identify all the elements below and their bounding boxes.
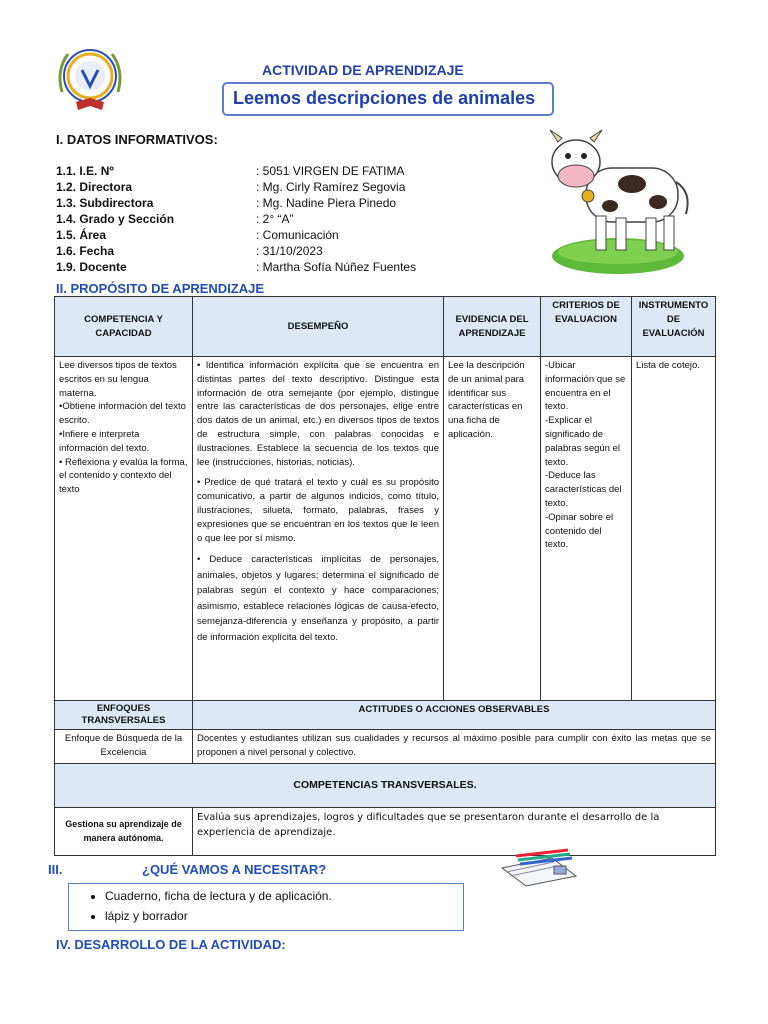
table-header-row (55, 297, 716, 357)
datos-list (56, 164, 476, 276)
datos-label: 1.5. Área (56, 228, 107, 242)
col-enfoques-header: ENFOQUES TRANSVERSALES (55, 701, 193, 730)
col-criterios-header: CRITERIOS DE EVALUACION (541, 297, 632, 357)
datos-label: 1.2. Directora (56, 180, 133, 194)
desempeno-cell (193, 357, 444, 701)
criterios-cell: -Ubicar información que se encuentra en el texto. -Explicar el significado de palabras según el texto. -Deduce las características del texto. -Opinar sobre el contenido del texto. (541, 357, 632, 701)
datos-value: : 31/10/2023 (256, 244, 323, 258)
datos-label: 1.9. Docente (56, 260, 127, 274)
cow-illustration (528, 122, 698, 282)
datos-label: 1.3. Subdirectora (56, 196, 154, 210)
competencia-item: •Infiere e interpreta información del texto. (59, 428, 150, 454)
datos-row (56, 196, 476, 212)
needs-box (68, 883, 464, 931)
competencia-item: •Obtiene información del texto escrito. (59, 401, 186, 427)
actitud-cell: Docentes y estudiantes utilizan sus cualidades y recursos al máximo posible para cumplir con éxito las metas que se proponen a nivel personal y colectivo. (193, 730, 716, 764)
datos-label: 1.4. Grado y Sección (56, 212, 175, 226)
col-desempeno-header: DESEMPEÑO (193, 297, 444, 357)
datos-row (56, 228, 476, 244)
desempeno-item: • Identifica información explícita que se encuentra en distintas partes del texto descriptivo. Distingue esta información de otra semejante (por ejemplo, distingue entre las características de dos personajes, elige entre dos datos de un animal, etc.) en diversos tipos de textos de estructura simple, con palabras conocidas e ilustraciones. Establece la secuencia de los textos que lee (instrucciones, historias, noticias). (197, 360, 439, 468)
datos-row (56, 180, 476, 196)
activity-subtitle: Leemos descripciones de animales (233, 88, 536, 108)
datos-row (56, 164, 476, 180)
datos-row (56, 260, 476, 276)
competencia-cell (55, 357, 193, 701)
school-logo (52, 40, 128, 116)
datos-label: 1.6. Fecha (56, 244, 115, 258)
competencia-item: • Reflexiona y evalúa la forma, el contenido y contexto del texto (59, 456, 188, 496)
proposito-table (54, 296, 716, 856)
table-row (55, 357, 716, 701)
datos-row (56, 212, 476, 228)
competencia-item: Lee diversos tipos de textos escritos en su lengua materna. (59, 360, 177, 399)
datos-heading: I. DATOS INFORMATIVOS: (56, 132, 218, 147)
transversal-competencia-cell: Gestiona su aprendizaje de manera autónoma. (55, 808, 193, 856)
datos-value: : Mg. Nadine Piera Pinedo (256, 196, 397, 210)
datos-value: : 2° “A” (256, 212, 294, 226)
school-supplies-illustration (496, 846, 582, 890)
desarrollo-heading: IV. DESARROLLO DE LA ACTIVIDAD: (56, 937, 286, 952)
col-instrumento-header: INSTRUMENTO DE EVALUACIÓN (632, 297, 716, 357)
proposito-heading: II. PROPÓSITO DE APRENDIZAJE (56, 281, 265, 296)
necesitar-heading: ¿QUÉ VAMOS A NECESITAR? (142, 862, 327, 877)
needs-list (69, 886, 463, 926)
datos-value: : Comunicación (256, 228, 339, 242)
transversales-row (55, 808, 716, 856)
list-item: • lápiz y borrador (105, 906, 463, 926)
enfoques-row (55, 730, 716, 764)
activity-title: ACTIVIDAD DE APRENDIZAJE (262, 62, 464, 78)
enfoque-cell: Enfoque de Búsqueda de la Excelencia (55, 730, 193, 764)
transversales-header-row (55, 764, 716, 808)
datos-value: : Martha Sofía Núñez Fuentes (256, 260, 417, 274)
datos-label: 1.1. I.E. Nº (56, 164, 114, 178)
enfoques-header-row (55, 701, 716, 730)
transversal-descripcion-cell: Evalúa sus aprendizajes, logros y dificultades que se presentaron durante el desarrollo de la experiencia de aprendizaje. (193, 808, 716, 856)
desempeno-item: • Deduce características implícitas de personajes, animales, objetos y lugares; determina el significado de palabras según el contexto y hace comparaciones; asimismo, establece relaciones lógicas de causa-efecto, semejanza-diferencia y enseñanza y propósito, a partir de información explícita del texto. (197, 554, 439, 643)
instrumento-cell: Lista de cotejo. (632, 357, 716, 701)
col-evidencia-header: EVIDENCIA DEL APRENDIZAJE (444, 297, 541, 357)
desempeno-item: • Predice de qué tratará el texto y cuál es su propósito comunicativo, a partir de algunos indicios, como título, ilustraciones, silueta, formato, palabras, frases y expresiones que se encuentran en los textos que le leen o que lee por sí mismo. (197, 477, 439, 544)
col-competencia-header: COMPETENCIA Y CAPACIDAD (55, 297, 193, 357)
necesitar-number: III. (48, 862, 63, 877)
datos-value: : 5051 VIRGEN DE FATIMA (256, 164, 405, 178)
transversales-heading: COMPETENCIAS TRANSVERSALES. (55, 764, 716, 808)
list-item: • Cuaderno, ficha de lectura y de aplicación. (105, 886, 463, 906)
col-actitudes-header: ACTITUDES O ACCIONES OBSERVABLES (193, 701, 716, 730)
evidencia-cell: Lee la descripción de un animal para identificar sus características en una ficha de aplicación. (444, 357, 541, 701)
datos-row (56, 244, 476, 260)
datos-value: : Mg. Cirly Ramírez Segovia (256, 180, 406, 194)
